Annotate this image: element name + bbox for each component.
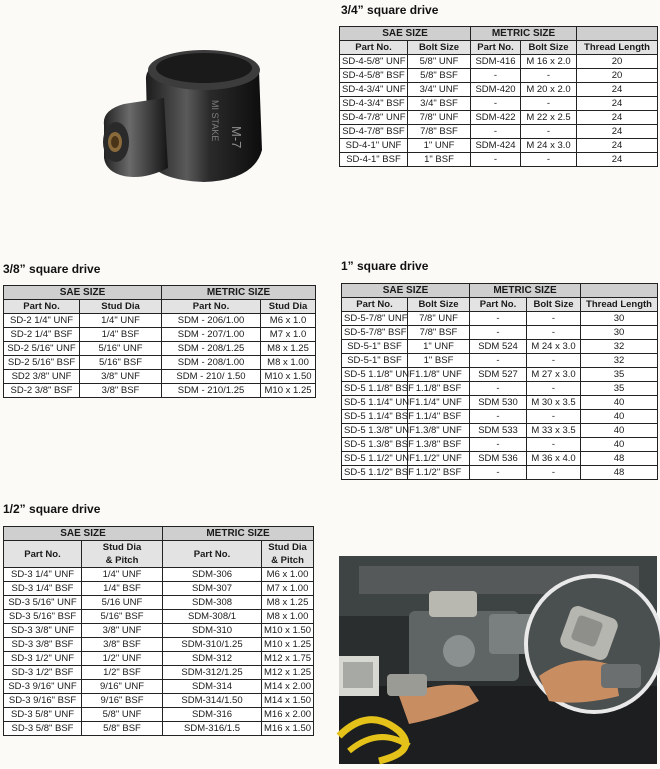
table-cell: 40 <box>581 438 658 452</box>
table-cell: SD-5 1.3/8" BSF <box>342 438 408 452</box>
table-cell: 1" BSF <box>408 354 470 368</box>
table-cell: 30 <box>581 312 658 326</box>
table-cell: - <box>527 312 581 326</box>
table-cell: SDM-316 <box>163 708 262 722</box>
table-cell: M14 x 2.00 <box>262 680 314 694</box>
table-cell: SD-5-1" BSF <box>342 340 408 354</box>
column-header: Stud Dia <box>261 300 316 314</box>
table-cell: - <box>470 410 527 424</box>
column-header: Bolt Size <box>521 41 577 55</box>
table-row <box>4 596 314 610</box>
table-cell: SDM - 208/1.00 <box>162 356 261 370</box>
table-cell: - <box>470 326 527 340</box>
group-header: SAE SIZE <box>340 27 471 41</box>
table-cell: - <box>471 69 521 83</box>
group-header: METRIC SIZE <box>470 284 581 298</box>
table-cell: M 20 x 2.0 <box>521 83 577 97</box>
engine-photo <box>339 556 657 764</box>
table-cell: M 36 x 4.0 <box>527 452 581 466</box>
table-cell: SD-5 1.1/8" UNF <box>342 368 408 382</box>
table-row <box>4 582 314 596</box>
title-1-drive: 1” square drive <box>341 259 429 273</box>
table-cell: M 27 x 3.0 <box>527 368 581 382</box>
table-cell: SDM-422 <box>471 111 521 125</box>
table-cell: 24 <box>577 83 658 97</box>
table-cell: 7/8" UNF <box>408 312 470 326</box>
column-header: Part No. <box>340 41 408 55</box>
table-cell: SDM-316/1.5 <box>163 722 262 736</box>
table-cell: M7 x 1.0 <box>261 328 316 342</box>
table-cell: 7/8" BSF <box>408 326 470 340</box>
table-cell: 1.3/8" UNF <box>408 424 470 438</box>
table-cell: 1/4" BSF <box>80 328 162 342</box>
group-header: METRIC SIZE <box>162 286 316 300</box>
table-cell: SD-3 9/16" UNF <box>4 680 82 694</box>
column-header: Bolt Size <box>408 41 471 55</box>
table-cell: 1" UNF <box>408 340 470 354</box>
table-cell: 48 <box>581 452 658 466</box>
table-row <box>342 424 658 438</box>
table-cell: 1" BSF <box>408 153 471 167</box>
table-cell: SD-3 1/4" BSF <box>4 582 82 596</box>
table-cell: - <box>521 153 577 167</box>
table-cell: 1.1/8" BSF <box>408 382 470 396</box>
table-cell: M 22 x 2.5 <box>521 111 577 125</box>
table-cell: - <box>471 125 521 139</box>
table-cell: 1.1/4" UNF <box>408 396 470 410</box>
table-cell: 3/4" UNF <box>408 83 471 97</box>
table-cell: - <box>470 438 527 452</box>
table-cell: M14 x 1.50 <box>262 694 314 708</box>
table-cell: - <box>470 312 527 326</box>
column-header: Part No. <box>4 300 80 314</box>
table-row <box>340 111 658 125</box>
table-cell: SDM - 206/1.00 <box>162 314 261 328</box>
table-3-4-drive <box>339 26 658 167</box>
table-row <box>4 356 316 370</box>
table-cell: M10 x 1.25 <box>262 638 314 652</box>
table-row <box>342 312 658 326</box>
table-cell: 40 <box>581 410 658 424</box>
table-row <box>342 410 658 424</box>
table-cell: 1/4" UNF <box>80 314 162 328</box>
column-header: Stud Dia & Pitch <box>262 541 314 568</box>
table-row <box>4 610 314 624</box>
table-cell: SDM 536 <box>470 452 527 466</box>
table-cell: SD-2 1/4" UNF <box>4 314 80 328</box>
table-cell: - <box>470 354 527 368</box>
table-cell: 40 <box>581 424 658 438</box>
table-cell: SDM-314/1.50 <box>163 694 262 708</box>
column-header: Part No. <box>342 298 408 312</box>
table-cell: SDM 530 <box>470 396 527 410</box>
table-3-8-drive <box>3 285 316 398</box>
column-header: Bolt Size <box>527 298 581 312</box>
table-cell: SDM-310/1.25 <box>163 638 262 652</box>
table-cell: SDM-420 <box>471 83 521 97</box>
table-cell: SD-4-7/8" BSF <box>340 125 408 139</box>
table-cell: SDM-308/1 <box>163 610 262 624</box>
table-cell: SDM - 210/1.25 <box>162 384 261 398</box>
table-cell: SDM - 207/1.00 <box>162 328 261 342</box>
table-cell: M 30 x 3.5 <box>527 396 581 410</box>
table-cell: SD-5 1.1/8" BSF <box>342 382 408 396</box>
table-cell: M 16 x 2.0 <box>521 55 577 69</box>
table-row <box>342 438 658 452</box>
table-cell: 5/8" BSF <box>408 69 471 83</box>
table-cell: SDM-424 <box>471 139 521 153</box>
table-cell: SDM-416 <box>471 55 521 69</box>
group-header: SAE SIZE <box>4 527 163 541</box>
table-cell: SD-5-7/8" BSF <box>342 326 408 340</box>
column-header: Stud Dia <box>80 300 162 314</box>
table-cell: SD-5 1.1/2" UNF <box>342 452 408 466</box>
group-header: SAE SIZE <box>4 286 162 300</box>
table-cell: SD-4-1" BSF <box>340 153 408 167</box>
table-cell: SDM-314 <box>163 680 262 694</box>
table-row <box>4 370 316 384</box>
table-cell: SDM-308 <box>163 596 262 610</box>
group-header: METRIC SIZE <box>471 27 577 41</box>
table-cell: 24 <box>577 125 658 139</box>
table-cell: M 24 x 3.0 <box>527 340 581 354</box>
group-header: METRIC SIZE <box>163 527 314 541</box>
title-3-8-drive: 3/8” square drive <box>3 262 101 276</box>
table-cell: SDM-312/1.25 <box>163 666 262 680</box>
table-cell: 7/8" UNF <box>408 111 471 125</box>
table-cell: 5/16" UNF <box>80 342 162 356</box>
table-cell: M12 x 1.75 <box>262 652 314 666</box>
table-cell: 3/4" BSF <box>408 97 471 111</box>
table-cell: M6 x 1.00 <box>262 568 314 582</box>
table-row <box>4 314 316 328</box>
table-row <box>340 97 658 111</box>
table-cell: SD-5 1.1/4" UNF <box>342 396 408 410</box>
table-row <box>4 652 314 666</box>
table-cell: 35 <box>581 382 658 396</box>
column-header: Part No. <box>470 298 527 312</box>
table-row <box>4 384 316 398</box>
table-cell: SD-5 1.1/4" BSF <box>342 410 408 424</box>
table-cell: M16 x 2.00 <box>262 708 314 722</box>
table-1-2-drive <box>3 526 314 736</box>
table-cell: SD-3 1/4" UNF <box>4 568 82 582</box>
table-row <box>342 466 658 480</box>
column-header: Part No. <box>162 300 261 314</box>
table-cell: 5/8" BSF <box>82 722 163 736</box>
table-cell: SD-5 1.3/8" UNF <box>342 424 408 438</box>
table-cell: - <box>470 466 527 480</box>
table-row <box>4 680 314 694</box>
table-row <box>4 722 314 736</box>
table-cell: SDM - 210/ 1.50 <box>162 370 261 384</box>
table-row <box>340 55 658 69</box>
table-cell: 1" UNF <box>408 139 471 153</box>
table-cell: - <box>527 354 581 368</box>
table-cell: SD-3 3/8" BSF <box>4 638 82 652</box>
table-cell: 24 <box>577 139 658 153</box>
table-1-drive <box>341 283 658 480</box>
table-cell: SDM 533 <box>470 424 527 438</box>
product-photo <box>84 30 294 210</box>
table-cell: 48 <box>581 466 658 480</box>
table-cell: SDM-306 <box>163 568 262 582</box>
table-cell: 1.1/2" BSF <box>408 466 470 480</box>
table-cell: - <box>471 153 521 167</box>
table-cell: SD-5-7/8" UNF <box>342 312 408 326</box>
title-3-4-drive: 3/4” square drive <box>341 3 439 17</box>
table-cell: SD-2 3/8" BSF <box>4 384 80 398</box>
table-row <box>342 452 658 466</box>
table-cell: 24 <box>577 153 658 167</box>
table-cell: 1.1/2" UNF <box>408 452 470 466</box>
table-cell: SD-3 9/16" BSF <box>4 694 82 708</box>
column-header: Part No. <box>163 541 262 568</box>
table-cell: M10 x 1.50 <box>261 370 316 384</box>
table-row <box>340 125 658 139</box>
table-cell: 1.1/8" UNF <box>408 368 470 382</box>
table-cell: M16 x 1.50 <box>262 722 314 736</box>
table-cell: 1/2" UNF <box>82 652 163 666</box>
table-cell: SD-4-3/4" BSF <box>340 97 408 111</box>
table-cell: - <box>527 410 581 424</box>
table-cell: SD-3 1/2" UNF <box>4 652 82 666</box>
table-cell: SD-3 3/8" UNF <box>4 624 82 638</box>
table-cell: 1.1/4" BSF <box>408 410 470 424</box>
table-cell: - <box>527 466 581 480</box>
table-cell: 32 <box>581 340 658 354</box>
table-cell: - <box>471 97 521 111</box>
table-cell: - <box>527 382 581 396</box>
table-row <box>340 153 658 167</box>
table-cell: 7/8" BSF <box>408 125 471 139</box>
column-header: Thread Length <box>581 298 658 312</box>
table-cell: - <box>527 438 581 452</box>
column-header: Bolt Size <box>408 298 470 312</box>
table-cell: 20 <box>577 69 658 83</box>
table-cell: M8 x 1.25 <box>261 342 316 356</box>
table-row <box>4 342 316 356</box>
table-cell: SD-2 5/16" BSF <box>4 356 80 370</box>
title-1-2-drive: 1/2” square drive <box>3 502 101 516</box>
table-cell: 5/8" UNF <box>408 55 471 69</box>
table-row <box>342 396 658 410</box>
table-cell: 5/8" UNF <box>82 708 163 722</box>
table-cell: 24 <box>577 97 658 111</box>
table-row <box>4 568 314 582</box>
table-cell: 5/16 UNF <box>82 596 163 610</box>
column-header: Thread Length <box>577 41 658 55</box>
table-cell: SDM-307 <box>163 582 262 596</box>
table-cell: SD-4-5/8" UNF <box>340 55 408 69</box>
table-cell: SD-5 1.1/2" BSF <box>342 466 408 480</box>
table-row <box>4 328 316 342</box>
table-cell: - <box>527 326 581 340</box>
table-cell: 24 <box>577 111 658 125</box>
table-cell: SD2 3/8" UNF <box>4 370 80 384</box>
table-cell: M12 x 1.25 <box>262 666 314 680</box>
table-cell: 1/4" BSF <box>82 582 163 596</box>
brand-marking: MI STAKE <box>210 100 220 142</box>
table-cell: 5/16" BSF <box>82 610 163 624</box>
table-cell: 30 <box>581 326 658 340</box>
table-cell: 3/8" BSF <box>82 638 163 652</box>
group-header: SAE SIZE <box>342 284 470 298</box>
table-cell: SD-2 1/4" BSF <box>4 328 80 342</box>
table-cell: SDM-310 <box>163 624 262 638</box>
table-cell: 20 <box>577 55 658 69</box>
table-cell: 9/16" BSF <box>82 694 163 708</box>
table-cell: SD-3 1/2" BSF <box>4 666 82 680</box>
table-row <box>4 694 314 708</box>
table-row <box>340 83 658 97</box>
table-cell: - <box>521 97 577 111</box>
table-cell: 3/8" BSF <box>80 384 162 398</box>
table-cell: SDM-312 <box>163 652 262 666</box>
table-cell: M10 x 1.50 <box>262 624 314 638</box>
table-row <box>4 624 314 638</box>
table-cell: M 33 x 3.5 <box>527 424 581 438</box>
table-cell: 35 <box>581 368 658 382</box>
table-cell: 32 <box>581 354 658 368</box>
table-cell: SD-3 5/8" UNF <box>4 708 82 722</box>
table-cell: 1/4" UNF <box>82 568 163 582</box>
table-cell: M8 x 1.25 <box>262 596 314 610</box>
table-cell: SD-4-1" UNF <box>340 139 408 153</box>
table-cell: - <box>521 125 577 139</box>
table-row <box>342 368 658 382</box>
table-cell: SD-3 5/8" BSF <box>4 722 82 736</box>
table-cell: M10 x 1.25 <box>261 384 316 398</box>
table-cell: SD-4-7/8" UNF <box>340 111 408 125</box>
table-cell: SDM - 208/1.25 <box>162 342 261 356</box>
table-cell: 1.3/8" BSF <box>408 438 470 452</box>
table-row <box>342 326 658 340</box>
table-cell: M8 x 1.00 <box>261 356 316 370</box>
table-cell: M6 x 1.0 <box>261 314 316 328</box>
column-header: Part No. <box>471 41 521 55</box>
table-cell: M7 x 1.00 <box>262 582 314 596</box>
table-row <box>340 69 658 83</box>
table-row <box>340 139 658 153</box>
table-cell: 3/8" UNF <box>80 370 162 384</box>
table-cell: SD-3 5/16" BSF <box>4 610 82 624</box>
table-cell: - <box>470 382 527 396</box>
table-cell: SDM 524 <box>470 340 527 354</box>
table-row <box>342 382 658 396</box>
table-cell: SDM 527 <box>470 368 527 382</box>
table-cell: - <box>521 69 577 83</box>
table-cell: M8 x 1.00 <box>262 610 314 624</box>
table-cell: SD-4-5/8" BSF <box>340 69 408 83</box>
table-row <box>4 638 314 652</box>
group-header <box>577 27 658 41</box>
table-row <box>342 354 658 368</box>
table-cell: SD-2 5/16" UNF <box>4 342 80 356</box>
table-row <box>342 340 658 354</box>
table-cell: 9/16" UNF <box>82 680 163 694</box>
table-cell: 40 <box>581 396 658 410</box>
column-header: Stud Dia & Pitch <box>82 541 163 568</box>
column-header: Part No. <box>4 541 82 568</box>
table-cell: SD-5-1" BSF <box>342 354 408 368</box>
table-cell: 1/2" BSF <box>82 666 163 680</box>
table-cell: 3/8" UNF <box>82 624 163 638</box>
table-cell: M 24 x 3.0 <box>521 139 577 153</box>
table-cell: SD-3 5/16" UNF <box>4 596 82 610</box>
table-cell: 5/16" BSF <box>80 356 162 370</box>
table-row <box>4 708 314 722</box>
table-cell: SD-4-3/4" UNF <box>340 83 408 97</box>
group-header <box>581 284 658 298</box>
table-row <box>4 666 314 680</box>
product-marking: M-7 <box>229 126 244 149</box>
